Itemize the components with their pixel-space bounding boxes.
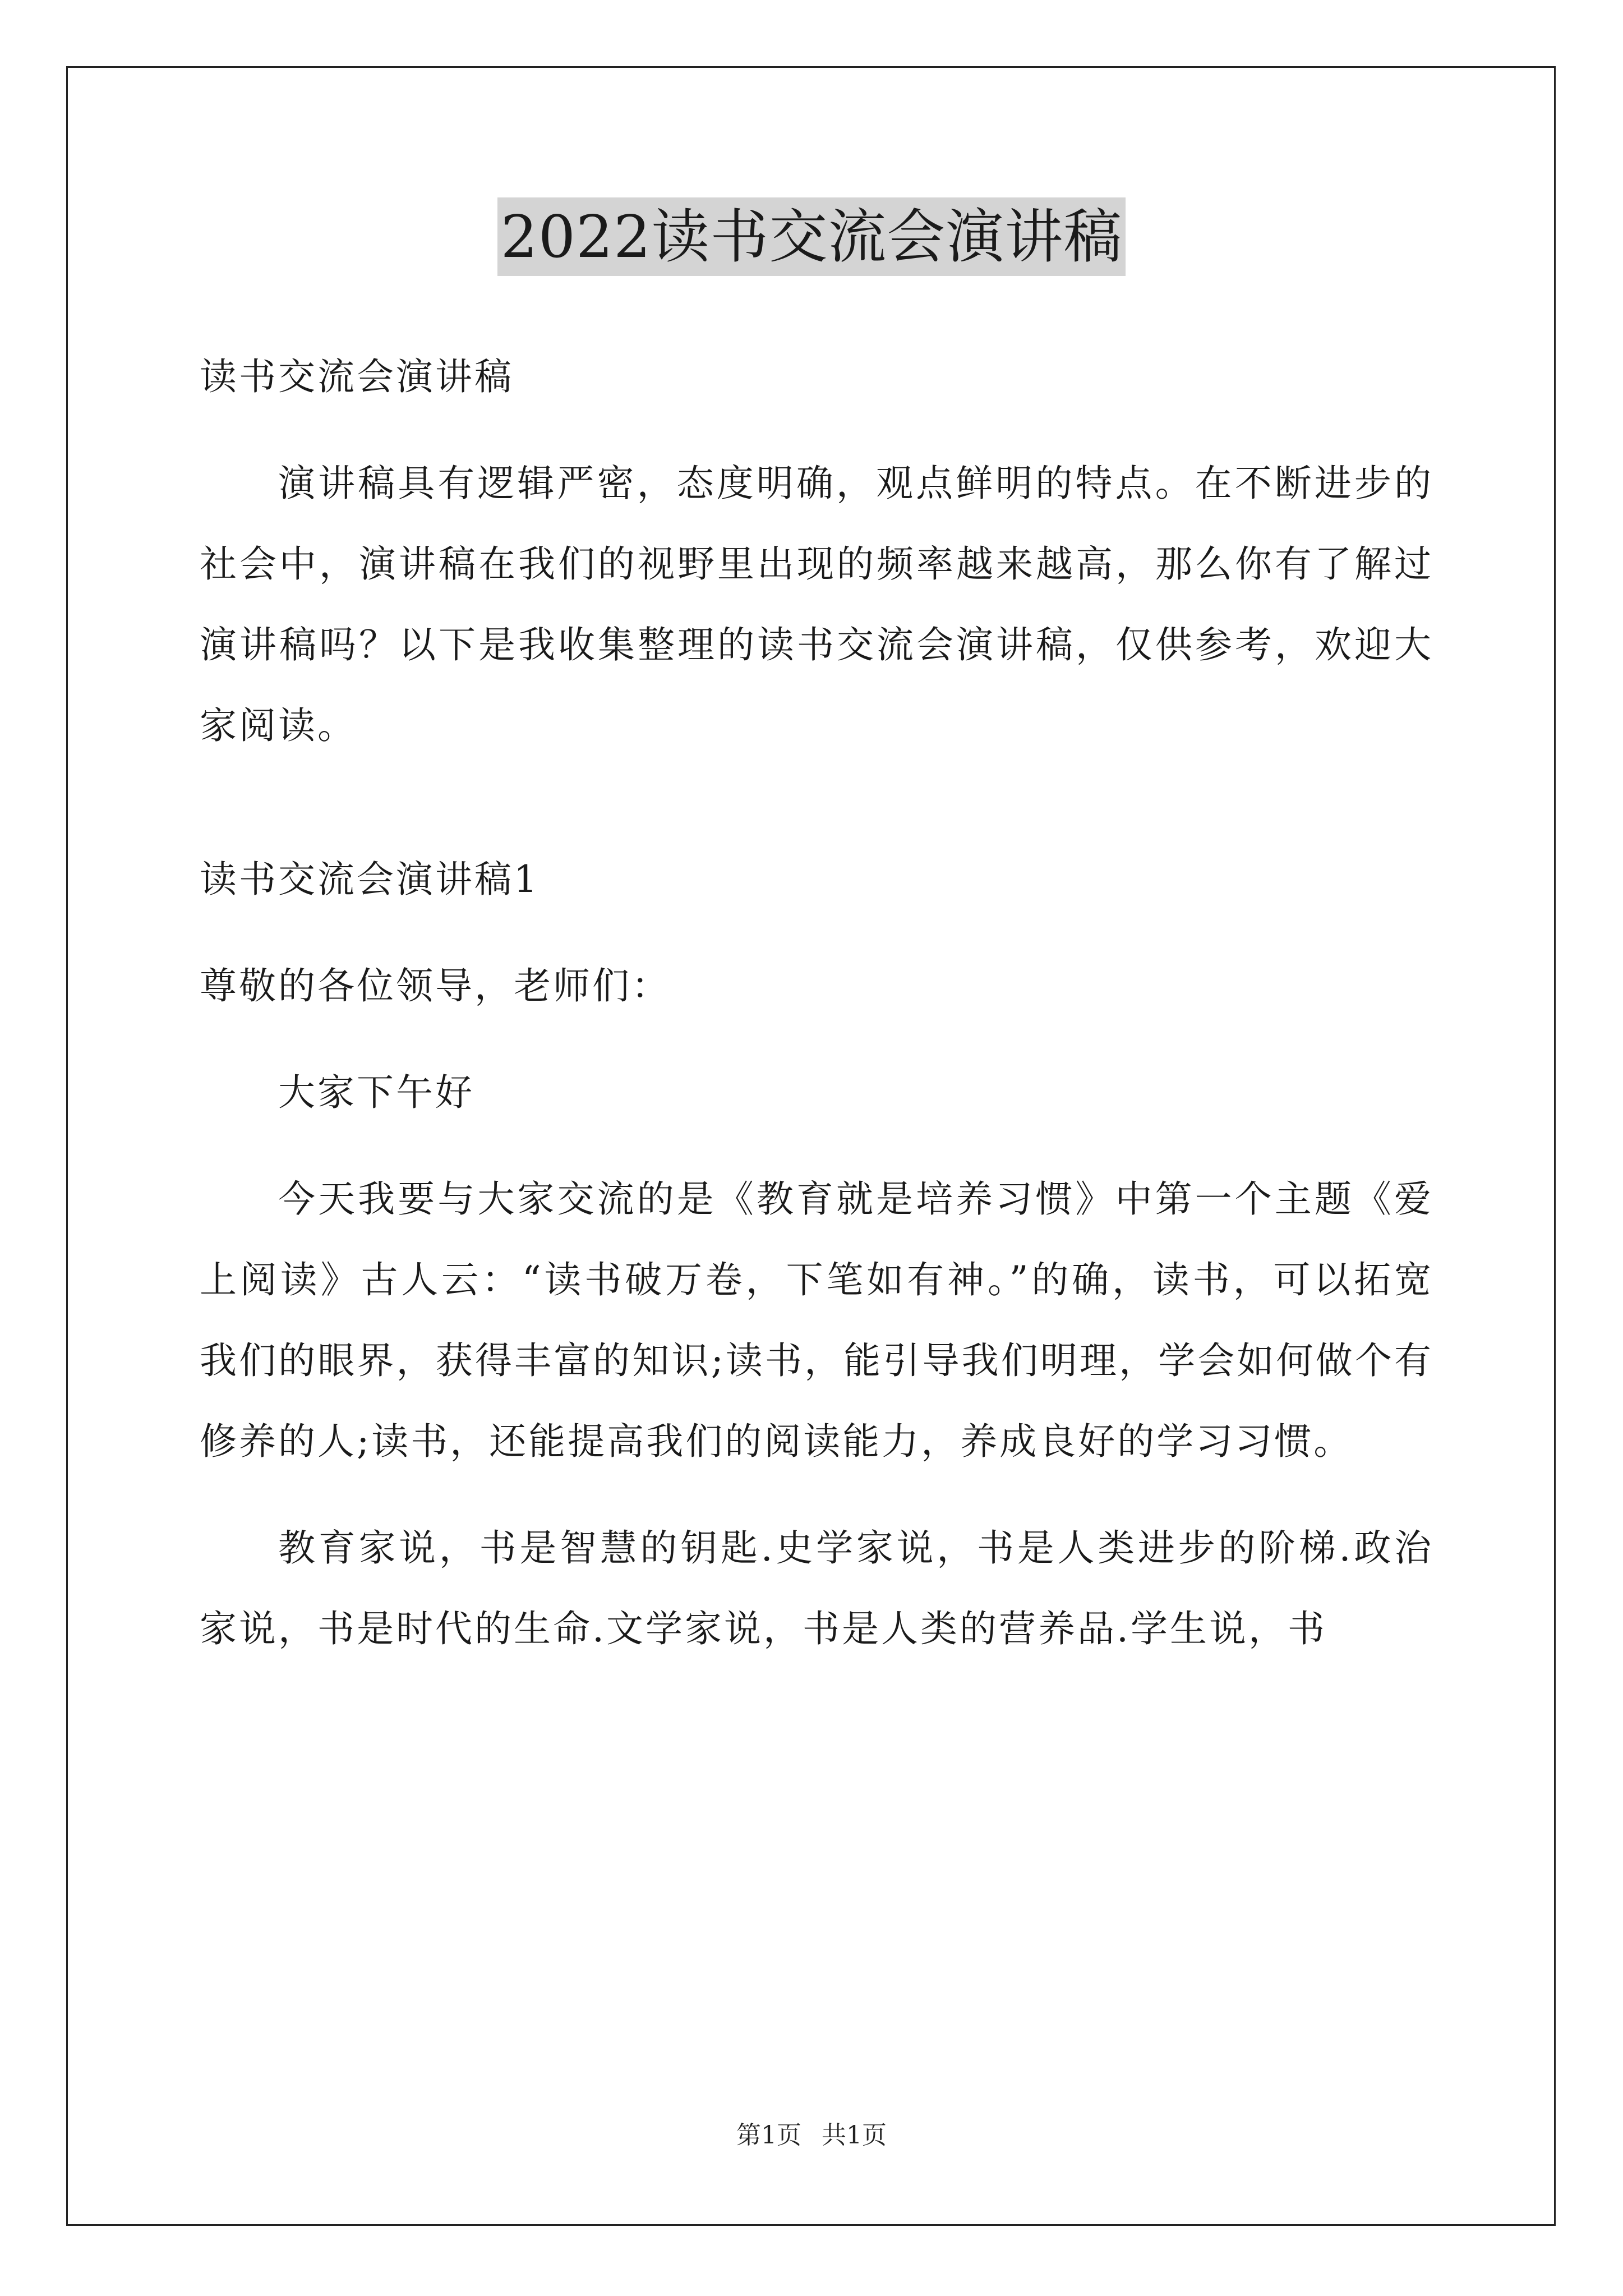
page-footer <box>0 2115 1623 2151</box>
intro-paragraph: 演讲稿具有逻辑严密，态度明确，观点鲜明的特点。在不断进步的社会中，演讲稿在我们的视野里出现的频率越来越高，那么你有了解过演讲稿吗？以下是我收集整理的读书交流会演讲稿，仅供参考，欢迎大家阅读。 <box>200 462 1433 747</box>
subheading: 读书交流会演讲稿 <box>200 355 514 398</box>
section-heading: 读书交流会演讲稿1 <box>200 858 540 901</box>
title-container <box>0 197 1623 276</box>
body-paragraph: 今天我要与大家交流的是《教育就是培养习惯》中第一个主题《爱上阅读》古人云：“读书破万卷，下笔如有神。”的确，读书，可以拓宽我们的眼界，获得丰富的知识;读书，能引导我们明理，学会如何做个有修养的人;读书，还能提高我们的阅读能力，养成良好的学习习惯。 <box>200 1177 1433 1463</box>
document-body <box>200 337 1433 1695</box>
page-count: 共1页 <box>822 2121 887 2150</box>
document-title: 2022读书交流会演讲稿 <box>497 197 1126 276</box>
salutation: 尊敬的各位领导，老师们： <box>200 964 671 1007</box>
page-number: 第1页 <box>736 2121 801 2150</box>
greeting: 大家下午好 <box>278 1071 474 1114</box>
body-paragraph: 教育家说，书是智慧的钥匙.史学家说，书是人类进步的阶梯.政治家说，书是时代的生命.文学家说，书是人类的营养品.学生说，书 <box>200 1526 1433 1650</box>
